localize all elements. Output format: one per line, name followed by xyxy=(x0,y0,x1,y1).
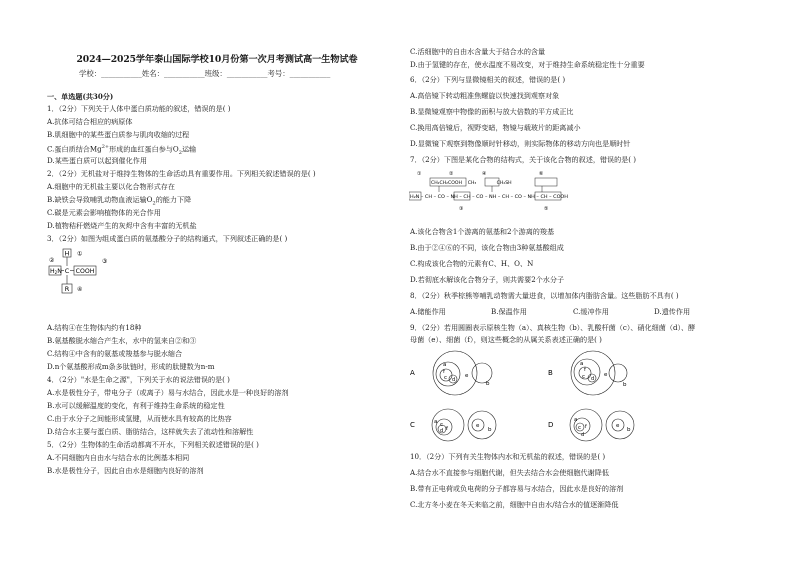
tetrapeptide-structure-figure xyxy=(409,168,569,216)
svg-text:d: d xyxy=(581,432,585,438)
q2-option-a: A.细胞中的无机盐主要以化合物形式存在 xyxy=(47,182,175,191)
q1-option-a: A.抗体可结合相应的病原体 xyxy=(47,117,133,126)
q1-option-c: C.蛋白质结合$Mg^{2+}$形成的血红蛋白参与$O_2$运输 xyxy=(47,144,197,156)
q7-stem: 7．（2分）下图是某化合物的结构式，关于该化合物的叙述，错误的是( ) xyxy=(410,155,637,164)
q1-option-d: D.某些蛋白质可以起到催化作用 xyxy=(47,156,147,165)
svg-text:a: a xyxy=(580,361,584,367)
exam-title: 2024—2025学年泰山国际学校10月份第一次月考测试高一生物试卷 xyxy=(76,54,358,65)
venn-option-c xyxy=(410,401,510,449)
venn-option-a xyxy=(410,349,510,397)
q3-stem: 3．（2分）如图为组成蛋白质的氨基酸分子的结构通式，下列叙述正确的是( ) xyxy=(47,234,288,243)
svg-text:f: f xyxy=(443,369,445,375)
fig-h2n: H2N xyxy=(50,268,62,275)
fig-label-2: ② xyxy=(49,257,55,264)
fig-label-1: ① xyxy=(77,250,83,258)
q8-option-c: C.缓冲作用 xyxy=(573,307,609,316)
q10-option-a: A.结合水不直接参与细胞代谢，但失去结合水会使细胞代谢降低 xyxy=(410,468,609,477)
q6-option-b: B.显微镜观察中物像的面积与放大倍数的平方成正比 xyxy=(410,107,574,116)
q3-option-b: B.氨基酸脱水缩合产生水，水中的氢来自②和③ xyxy=(47,336,197,345)
svg-text:b: b xyxy=(627,427,631,433)
venn-d-label: D xyxy=(548,421,554,429)
svg-text:d: d xyxy=(440,428,444,434)
svg-text:a: a xyxy=(434,419,438,425)
fig-h-top: H xyxy=(64,249,70,258)
q7-option-b: B.由于②④⑥的不同，该化合物由3种氨基酸组成 xyxy=(410,243,564,252)
q2-option-c: C.碳是元素会影响植物体的光合作用 xyxy=(47,208,161,217)
q7-option-c: C.构成该化合物的元素有C、H、O、N xyxy=(410,259,534,268)
svg-text:e: e xyxy=(476,423,480,429)
fig7-side-chains: CH₂CH₂COOH CH₃ CH₂SH xyxy=(431,181,512,186)
fig-carbon: C xyxy=(64,267,70,275)
svg-text:a: a xyxy=(443,362,447,368)
q4-stem: 4．（2分）"水是生命之源"，下列关于水的说法错误的是( ) xyxy=(47,375,230,384)
fig7-label-6: ⑥ xyxy=(539,171,544,177)
q6-option-d: D.显微镜下观察到物像顺时针移动，则实际物体的移动方向也是顺时针 xyxy=(410,139,631,148)
q3-option-c: C.结构④中含有的氨基或羧基参与脱水缩合 xyxy=(47,349,183,358)
section-heading: 一、单选题(共30分) xyxy=(47,92,114,101)
fig-r-group: R xyxy=(64,285,70,293)
q8-option-d: D.遗传作用 xyxy=(654,307,691,316)
q2-option-d: D.植物秸秆燃烧产生的灰烬中含有丰富的无机盐 xyxy=(47,221,197,230)
q4-option-b: B.水可以缓解温度的变化，有利于维持生命系统的稳定性 xyxy=(47,401,225,410)
fig-cooh: COOH xyxy=(75,268,95,275)
q10-option-b: B.带有正电荷或负电荷的分子都容易与水结合，因此水是良好的溶剂 xyxy=(410,484,624,493)
q9-stem-line-1: 9．（2分）若用圆圈表示原核生物（a）、真核生物（b）、乳酸杆菌（c）、硝化细菌（d）、酵 xyxy=(410,323,696,332)
svg-text:e: e xyxy=(604,372,608,378)
q5-option-b: B.水是极性分子，因此自由水是细胞内良好的溶剂 xyxy=(47,466,204,475)
svg-text:f: f xyxy=(585,424,587,430)
svg-text:b: b xyxy=(488,427,492,433)
svg-text:d: d xyxy=(452,377,456,383)
venn-c-label: C xyxy=(410,421,415,429)
q4-option-a: A.水是极性分子，带电分子（或离子）易与水结合，因此水是一种良好的溶剂 xyxy=(47,388,289,397)
fig-label-4: ④ xyxy=(77,286,83,293)
q3-option-d: D.n个氨基酸形成m条多肽链时，形成的肽键数为n-m xyxy=(47,362,215,371)
venn-option-d xyxy=(548,401,648,449)
svg-text:f: f xyxy=(446,426,448,432)
fig-label-3: ③ xyxy=(102,258,108,265)
q4-option-d: D.结合水主要与蛋白质、脂肪结合，这样就失去了流动性和溶解性 xyxy=(47,427,254,436)
q9-stem-line-2: 母菌（e）、细菌（f），则这些概念的从属关系表述正确的是( ) xyxy=(410,335,602,344)
q6-stem: 6．（2分）下列与显微镜相关的叙述，错误的是( ) xyxy=(410,75,566,84)
q5-stem: 5．（2分）生物体的生命活动都离不开水，下列相关叙述错误的是( ) xyxy=(47,440,259,449)
venn-b-label: B xyxy=(548,369,553,377)
q6-option-a: A.高倍镜下转动粗准焦螺旋以快速找到观察对象 xyxy=(410,91,560,100)
q7-option-a: A.该化合物含1个游离的氨基和2个游离的羧基 xyxy=(410,227,555,236)
svg-text:e: e xyxy=(465,373,469,379)
q5-option-d: D.由于氢键的存在，使水温度不易改变，对于维持生命系统稳定性十分重要 xyxy=(410,60,645,69)
svg-text:b: b xyxy=(623,382,627,388)
fig7-label-5: ⑤ xyxy=(544,206,549,212)
svg-text:e: e xyxy=(616,423,620,429)
venn-a-label: A xyxy=(410,369,415,377)
svg-text:c: c xyxy=(440,422,444,428)
q10-option-c: C.北方冬小麦在冬天来临之前，细胞中自由水/结合水的值逐渐降低 xyxy=(410,500,619,509)
q4-option-c: C.由于水分子之间能形成氢键，从而使水具有较高的比热容 xyxy=(47,414,232,423)
student-info-line: 学校：___________姓名：___________班级：___________考号：___________ xyxy=(79,69,331,78)
svg-text:f: f xyxy=(584,367,586,373)
q1-stem: 1．（2分）下列关于人体中蛋白质功能的叙述，错误的是( ) xyxy=(47,104,231,113)
q8-option-a: A.储能作用 xyxy=(410,307,446,316)
svg-text:c: c xyxy=(444,375,448,381)
q5-option-a: A.不同细胞内自由水与结合水的比例基本相同 xyxy=(47,453,190,462)
amino-acid-structure-figure xyxy=(47,246,127,316)
q8-option-b: B.保温作用 xyxy=(491,307,527,316)
q8-stem: 8．（2分）秋季棕熊等哺乳动物需大量进食，以增加体内脂肪含量。这些脂肪不具有( ) xyxy=(410,291,679,300)
q2-option-b: B.缺铁会导致哺乳动物血液运输$O_2$的能力下降 xyxy=(47,195,192,207)
fig7-label-1: ① xyxy=(417,171,422,177)
q7-option-d: D.若彻底水解该化合物分子，则共需要2个水分子 xyxy=(410,275,565,284)
svg-text:d: d xyxy=(591,376,595,382)
q2-stem: 2．（2分）无机盐对于维持生物体的生命活动具有重要作用。下列相关叙述错误的是( ) xyxy=(47,169,316,178)
fig7-label-3: ③ xyxy=(459,206,464,212)
venn-option-b xyxy=(548,349,648,397)
svg-text:b: b xyxy=(486,381,490,387)
fig7-backbone: H₂N – CH – CO – NH – CH – CO – NH – CH – CO – NH – CH – COOH xyxy=(410,195,558,200)
q1-option-b: B.肌细胞中的某些蛋白质参与肌肉收缩的过程 xyxy=(47,130,190,139)
fig7-label-4: ④ xyxy=(482,171,487,177)
q10-stem: 10．（2分）下列有关生物体内水和无机盐的叙述，错误的是( ) xyxy=(410,452,606,461)
q3-option-a: A.结构④在生物体内约有18种 xyxy=(47,323,142,332)
q5-option-c: C.活细胞中的自由水含量大于结合水的含量 xyxy=(410,47,546,56)
svg-text:c: c xyxy=(578,425,582,431)
svg-text:c: c xyxy=(582,374,586,380)
fig7-label-2: ② xyxy=(449,171,454,177)
svg-text:a: a xyxy=(574,417,578,423)
q6-option-c: C.换用高倍镜后，视野变暗，物镜与载玻片的距离减小 xyxy=(410,123,581,132)
